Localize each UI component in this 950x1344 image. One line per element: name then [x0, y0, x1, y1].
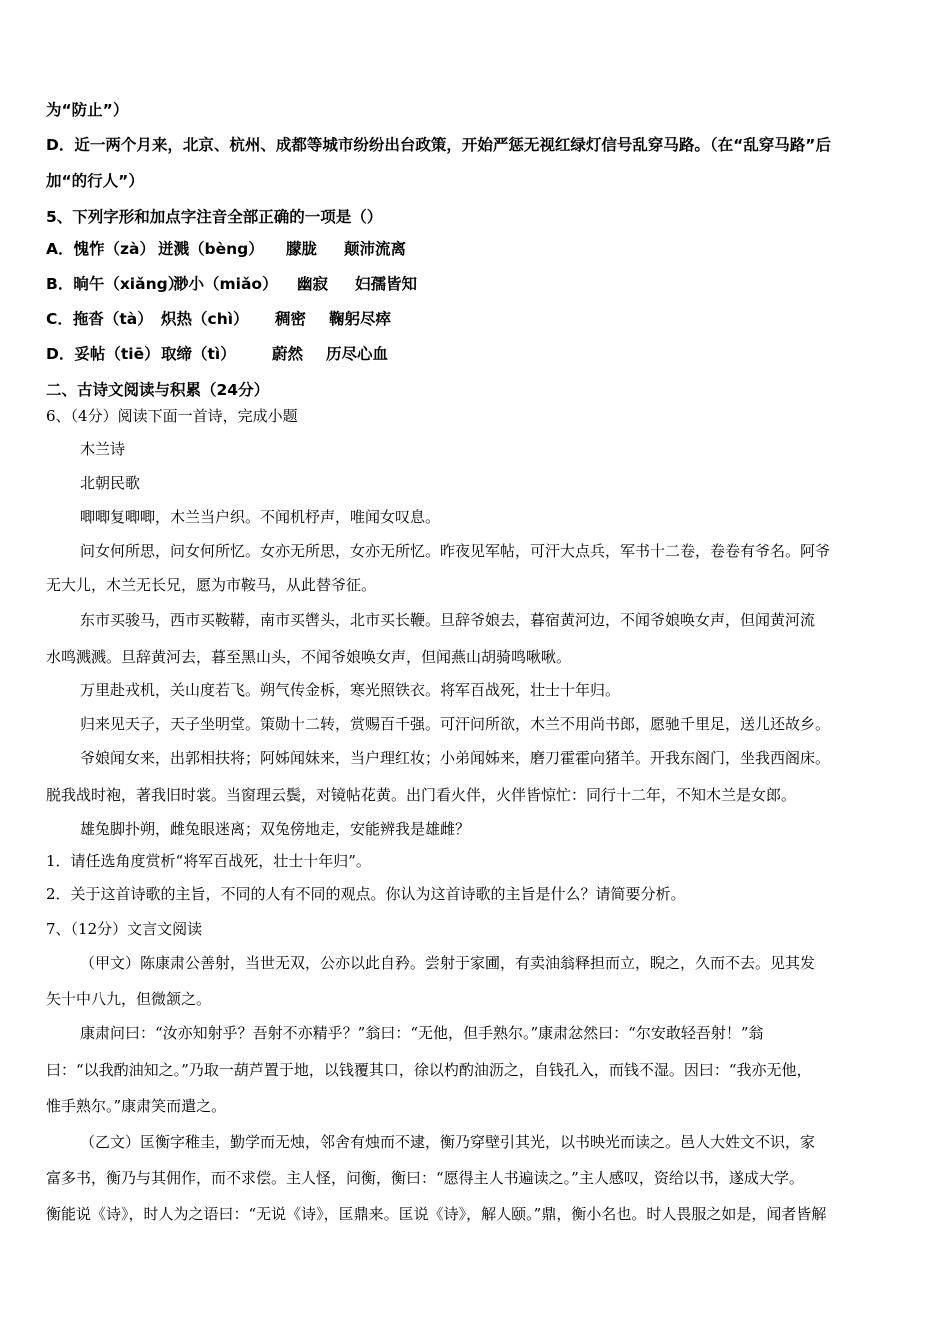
option-word-1: A．愧怍（zà） — [46, 240, 155, 258]
classical-text-line: （甲文）陈康肃公善射，当世无双，公亦以此自矜。尝射于家圃，有卖油翁释担而立，睨之，久而不去。见其发 — [80, 954, 816, 972]
poem-line: 脱我战时袍，著我旧时裳。当窗理云鬓，对镜帖花黄。出门看火伴，火伴皆惊忙：同行十二年，不知木兰是女郎。 — [46, 786, 797, 804]
poem-title: 木兰诗 — [80, 440, 126, 458]
q7-stem: 7、（12分）文言文阅读 — [46, 920, 203, 938]
classical-text-line: 惟手熟尔。”康肃笑而遣之。 — [46, 1097, 227, 1115]
q5-option-b — [46, 273, 417, 295]
classical-text-line: 康肃问曰：“汝亦知射乎？吾射不亦精乎？”翁曰：“无他，但手熟尔。”康肃忿然曰：“尔安敢轻吾射！”翁 — [80, 1024, 764, 1042]
classical-text-line: 富多书，衡乃与其佣作，而不求偿。主人怪，问衡，衡曰：“愿得主人书遍读之。”主人感叹，资给以书，遂成大学。 — [46, 1169, 804, 1187]
option-word-3: 朦胧 — [286, 240, 318, 258]
q5-option-d — [46, 343, 388, 365]
q4-option-d: D．近一两个月来，北京、杭州、成都等城市纷纷出台政策，开始严惩无视红绿灯信号乱穿马路。（在“乱穿马路”后 — [46, 136, 831, 154]
option-word-4: 妇孺皆知 — [355, 275, 418, 293]
option-word-4: 历尽心血 — [326, 345, 389, 363]
classical-text-line: 衡能说《诗》，时人为之语曰：“无说《诗》，匡鼎来。匡说《诗》，解人颐。”鼎，衡小名也。时人畏服之如是，闻者皆解 — [46, 1205, 827, 1223]
q6-stem: 6、（4分）阅读下面一首诗，完成小题 — [46, 407, 298, 425]
poem-line: 问女何所思，问女何所忆。女亦无所思，女亦无所忆。昨夜见军帖，可汗大点兵，军书十二卷，卷卷有爷名。阿爷 — [80, 542, 831, 560]
option-word-3: 蔚然 — [272, 345, 304, 363]
poem-line: 无大儿，木兰无长兄，愿为市鞍马，从此替爷征。 — [46, 576, 377, 594]
option-word-1: D．妥帖（tiē） — [46, 345, 160, 363]
classical-text-line: 矢十中八九，但微颔之。 — [46, 990, 212, 1008]
q5-stem: 5、下列字形和加点字注音全部正确的一项是（） — [46, 208, 383, 226]
option-word-2: 迸溅（bèng） — [158, 240, 264, 258]
poem-line: 归来见天子，天子坐明堂。策勋十二转，赏赐百千强。可汗问所欲，木兰不用尚书郎，愿驰千里足，送儿还故乡。 — [80, 715, 831, 733]
option-word-3: 幽寂 — [297, 275, 329, 293]
option-word-2: 渺小（miǎo） — [173, 275, 278, 293]
q5-option-c — [46, 308, 391, 330]
option-word-2: 炽热（chì） — [161, 310, 249, 328]
poem-line: 爷娘闻女来，出郭相扶将；阿姊闻妹来，当户理红妆；小弟闻姊来，磨刀霍霍向猪羊。开我东阁门，坐我西阁床。 — [80, 749, 831, 767]
option-word-2: 取缔（tì） — [161, 345, 236, 363]
option-word-1: C．拖沓（tà） — [46, 310, 153, 328]
poem-line: 雄兔脚扑朔，雌兔眼迷离；双兔傍地走，安能辨我是雄雌？ — [80, 820, 471, 838]
option-word-3: 稠密 — [275, 310, 307, 328]
q6-sub-question-2: 2．关于这首诗歌的主旨，不同的人有不同的观点。你认为这首诗歌的主旨是什么？请简要分析。 — [46, 885, 686, 903]
q4-tail-line-1: 为“防止”） — [46, 101, 129, 119]
poem-line: 唧唧复唧唧，木兰当户织。不闻机杼声，唯闻女叹息。 — [80, 508, 441, 526]
poem-line: 东市买骏马，西市买鞍鞯，南市买辔头，北市买长鞭。旦辞爷娘去，暮宿黄河边，不闻爷娘唤女声，但闻黄河流 — [80, 611, 816, 629]
poem-line: 水鸣溅溅。旦辞黄河去，暮至黑山头，不闻爷娘唤女声，但闻燕山胡骑鸣啾啾。 — [46, 648, 572, 666]
option-word-4: 鞠躬尽瘁 — [329, 310, 392, 328]
q5-option-a — [46, 238, 406, 260]
classical-text-line: 曰：“以我酌油知之。”乃取一葫芦置于地，以钱覆其口，徐以杓酌油沥之，自钱孔入，而钱不湿。因曰：“我亦无他， — [46, 1061, 812, 1079]
q6-sub-question-1: 1．请任选角度赏析“将军百战死，壮士十年归”。 — [46, 852, 371, 870]
section-2-heading: 二、古诗文阅读与积累（24分） — [46, 381, 270, 399]
option-word-1: B．晌午（xiǎng） — [46, 275, 184, 293]
poem-author: 北朝民歌 — [80, 474, 141, 492]
q4-tail-line-3: 加“的行人”） — [46, 172, 144, 190]
option-word-4: 颠沛流离 — [344, 240, 407, 258]
classical-text-line: （乙文）匡衡字稚圭，勤学而无烛，邻舍有烛而不逮，衡乃穿壁引其光，以书映光而读之。邑人大姓文不识，家 — [80, 1133, 816, 1151]
poem-line: 万里赴戎机，关山度若飞。朔气传金柝，寒光照铁衣。将军百战死，壮士十年归。 — [80, 681, 621, 699]
